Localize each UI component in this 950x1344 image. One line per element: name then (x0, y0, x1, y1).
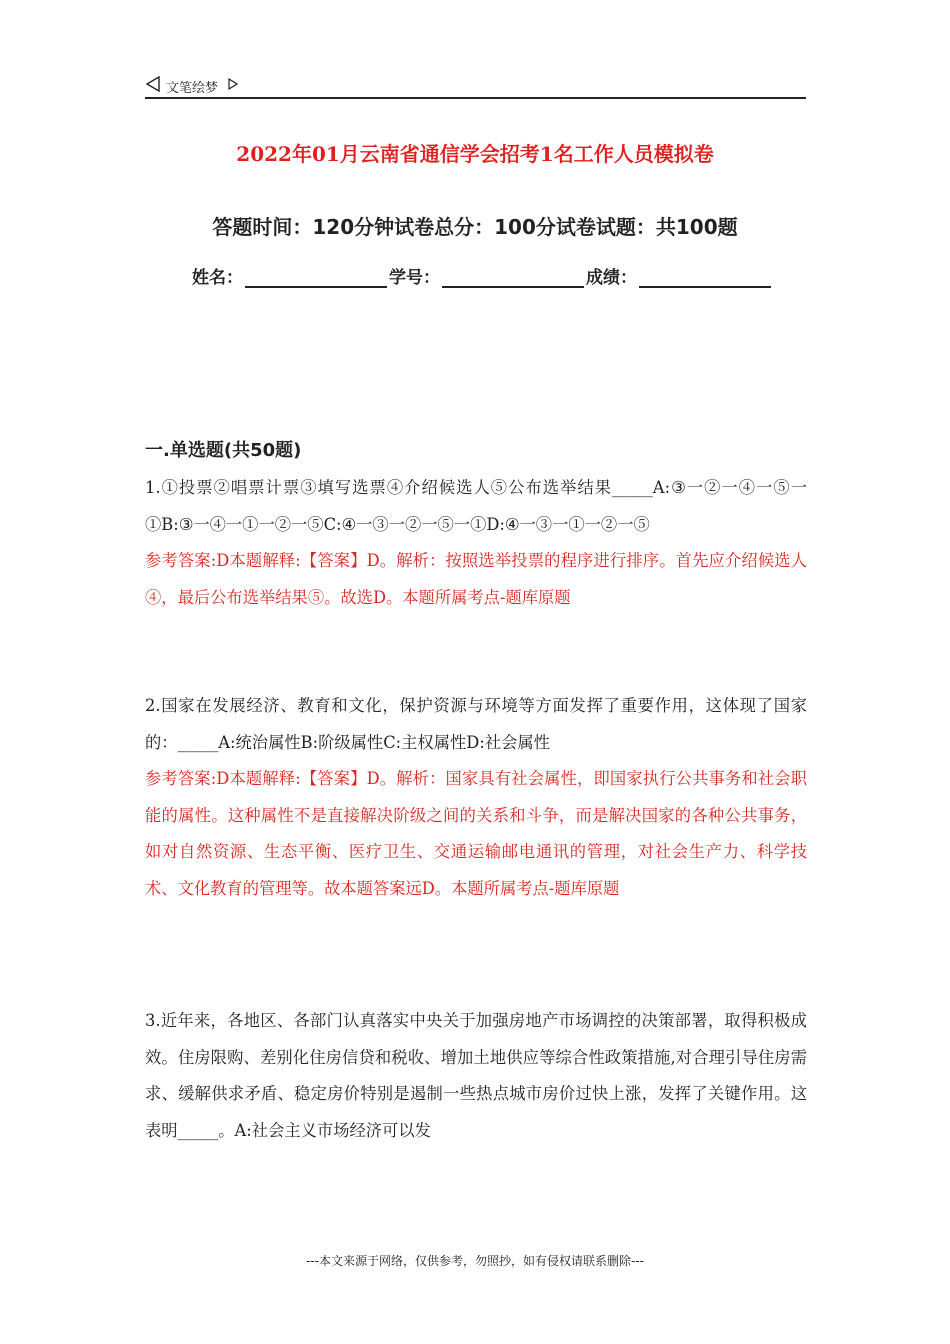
question-1-answer: 参考答案:D本题解释:【答案】D。解析：按照选举投票的程序进行排序。首先应介绍候选人④，最后公布选举结果⑤。故选D。本题所属考点-题库原题 (145, 551, 807, 607)
question-3-text: 3.近年来，各地区、各部门认真落实中央关于加强房地产市场调控的决策部署，取得积极成效。住房限购、差别化住房信贷和税收、增加土地供应等综合性政策措施,对合理引导住房需求、缓解供求矛盾、稳定房价特别是遏制一些热点城市房价过快上涨，发挥了关键作用。这表明_____。A:社会主义市场经济可以发 (145, 1011, 807, 1140)
score-label: 成绩： (586, 268, 637, 288)
name-label: 姓名： (192, 268, 243, 288)
header-divider (145, 97, 806, 99)
exam-info: 答题时间：120分钟试卷总分：100分试卷试题：共100题 (212, 215, 738, 239)
triangle-right-icon (228, 78, 238, 94)
student-fields (192, 263, 773, 288)
header-brand (146, 76, 238, 96)
question-list (145, 470, 807, 1149)
footer-disclaimer: ---本文来源于网络，仅供参考，勿照抄，如有侵权请联系删除--- (306, 1254, 644, 1268)
question-1-text: 1.①投票②唱票计票③填写选票④介绍候选人⑤公布选举结果_____A:③一②一④一⑤一①B:③一④一①一②一⑤C:④一③一②一⑤一①D:④一③一①一②一⑤ (145, 478, 807, 534)
document-title: 2022年01月云南省通信学会招考1名工作人员模拟卷 (236, 142, 714, 166)
id-blank (442, 268, 584, 288)
id-label: 学号： (389, 268, 440, 288)
question-2-answer: 参考答案:D本题解释:【答案】D。解析：国家具有社会属性，即国家执行公共事务和社会职能的属性。这种属性不是直接解决阶级之间的关系和斗争，而是解决国家的各种公共事务，如对自然资源、生态平衡、医疗卫生、交通运输邮电通讯的管理，对社会生产力、科学技术、文化教育的管理等。故本题答案远D。本题所属考点-题库原题 (145, 769, 807, 898)
score-blank (639, 268, 771, 288)
question-2-text: 2.国家在发展经济、教育和文化，保护资源与环境等方面发挥了重要作用，这体现了国家的：_____A:统治属性B:阶级属性C:主权属性D:社会属性 (145, 696, 807, 752)
triangle-left-icon (146, 76, 160, 96)
section-title: 一.单选题(共50题) (145, 440, 302, 461)
name-blank (245, 268, 387, 288)
brand-label: 文笔绘梦 (166, 80, 219, 96)
